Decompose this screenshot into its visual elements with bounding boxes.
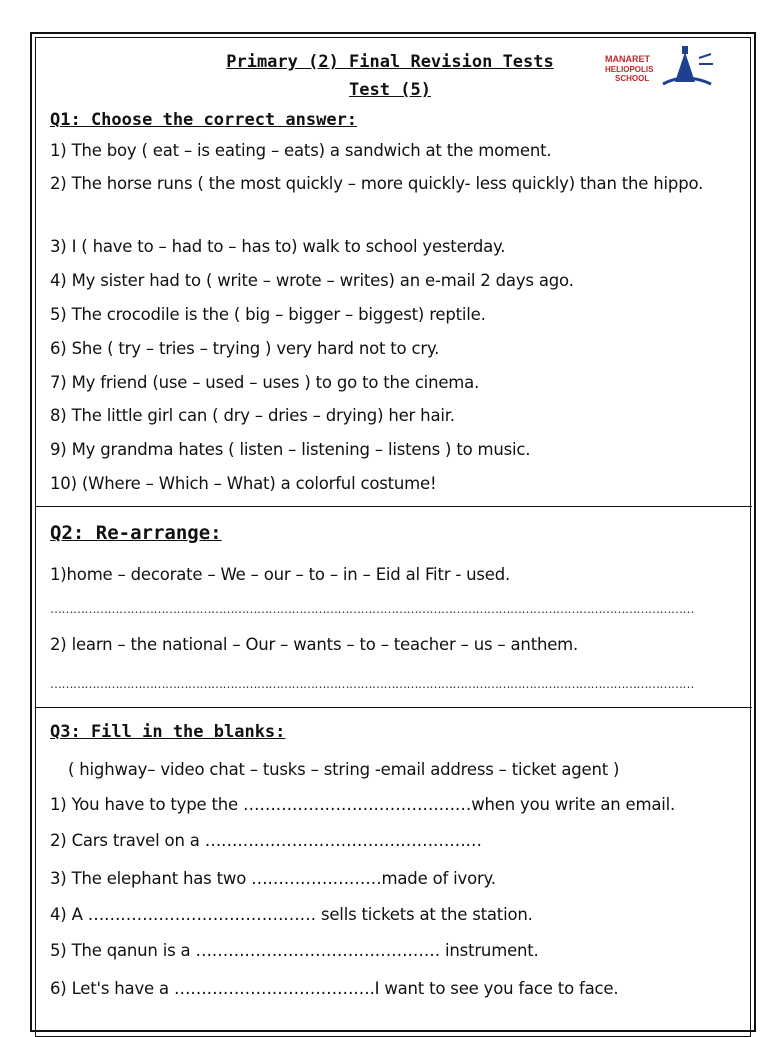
q2-item-1: 1)home – decorate – We – our – to – in – Eid al Fitr - used.: [50, 565, 511, 584]
q1-item-5: 5) The crocodile is the ( big – bigger – biggest) reptile.: [50, 305, 486, 324]
q3-item-3: 3) The elephant has two ……………………made of ivory.: [50, 869, 496, 888]
q3-word-bank: ( highway– video chat – tusks – string -email address – ticket agent ): [68, 760, 620, 779]
q2-answer-line-2[interactable]: ……………………………………………………………………………………………………………………………………………………: [50, 677, 694, 691]
q1-item-10: 10) (Where – Which – What) a colorful costume!: [50, 474, 437, 493]
svg-text:MANARET: MANARET: [605, 54, 650, 64]
q1-heading: Q1: Choose the correct answer:: [50, 110, 358, 130]
q1-item-3: 3) I ( have to – had to – has to) walk to school yesterday.: [50, 237, 506, 256]
q1-item-9: 9) My grandma hates ( listen – listening – listens ) to music.: [50, 440, 531, 459]
page-title: Primary (2) Final Revision Tests: [226, 52, 554, 72]
q3-item-4: 4) A …………………………………… sells tickets at the station.: [50, 905, 533, 924]
q2-item-2: 2) learn – the national – Our – wants – to – teacher – us – anthem.: [50, 635, 579, 654]
q1-item-6: 6) She ( try – tries – trying ) very hard not to cry.: [50, 339, 440, 358]
q2-answer-line-1[interactable]: ……………………………………………………………………………………………………………………………………………………: [50, 602, 694, 616]
svg-text:HELIOPOLIS: HELIOPOLIS: [605, 65, 654, 74]
q1-item-2: 2) The horse runs ( the most quickly – more quickly- less quickly) than the hippo.: [50, 174, 704, 193]
q3-heading: Q3: Fill in the blanks:: [50, 722, 286, 742]
q1-item-8: 8) The little girl can ( dry – dries – drying) her hair.: [50, 406, 455, 425]
section-divider-1: [36, 506, 752, 507]
section-divider-2: [36, 707, 752, 708]
q1-item-7: 7) My friend (use – used – uses ) to go to the cinema.: [50, 373, 480, 392]
q1-item-1: 1) The boy ( eat – is eating – eats) a sandwich at the moment.: [50, 141, 552, 160]
q3-item-1: 1) You have to type the ……………………………………when you write an email.: [50, 795, 676, 814]
svg-text:SCHOOL: SCHOOL: [615, 74, 650, 83]
q3-item-6: 6) Let's have a ……………………………….I want to see you face to face.: [50, 979, 619, 998]
q3-item-5: 5) The qanun is a ……………………………………… instrument.: [50, 941, 539, 960]
q2-heading: Q2: Re-arrange:: [50, 522, 222, 544]
q1-item-4: 4) My sister had to ( write – wrote – writes) an e-mail 2 days ago.: [50, 271, 574, 290]
q3-item-2: 2) Cars travel on a ……………………………………………: [50, 831, 482, 850]
lighthouse-logo-icon: [603, 42, 715, 88]
school-logo: [603, 42, 715, 88]
test-number: Test (5): [349, 80, 431, 100]
